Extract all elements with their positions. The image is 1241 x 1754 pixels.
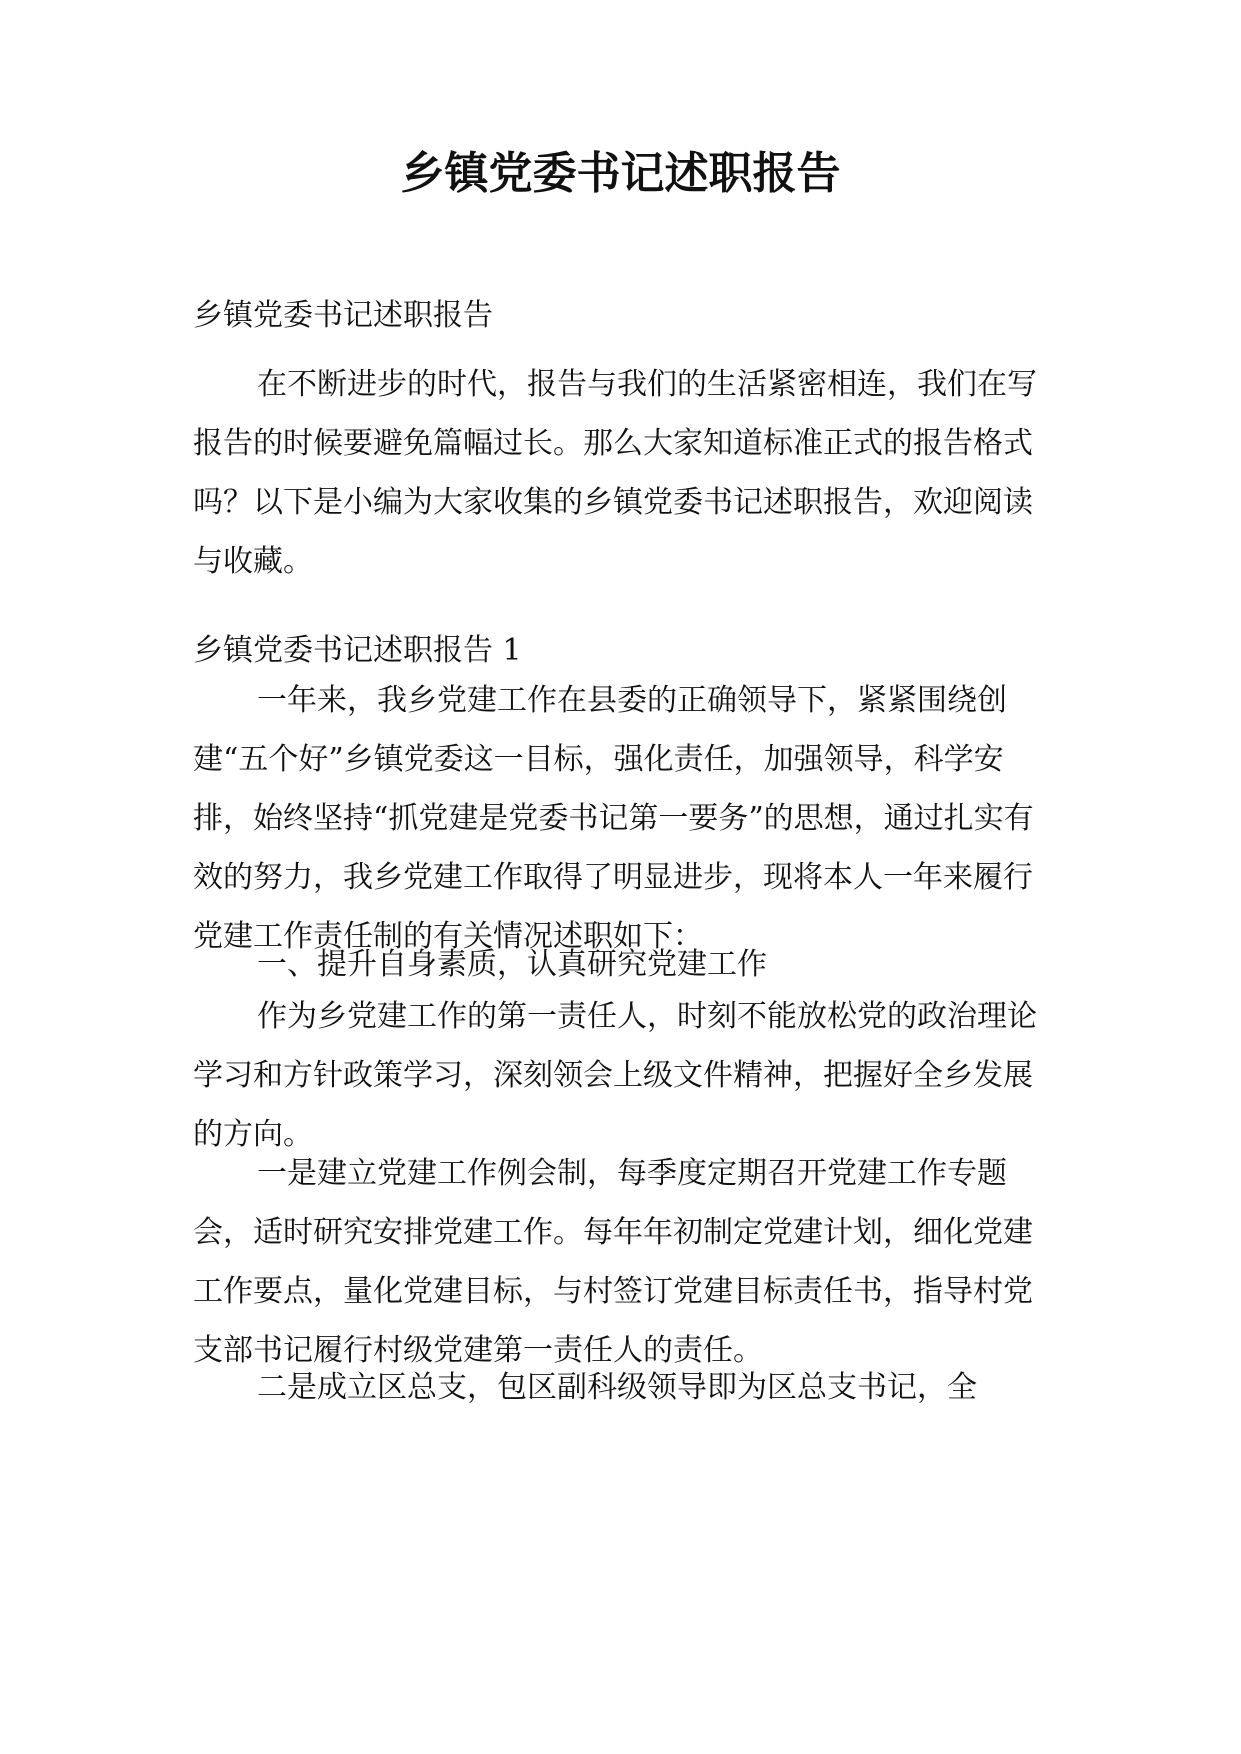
body-paragraph-2: 一、提升自身素质，认真研究党建工作: [257, 947, 767, 982]
body-paragraph-1: 一年来，我乡党建工作在县委的正确领导下，紧紧围绕创建“五个好”乡镇党委这一目标，强化责任，加强领导，科学安排，始终坚持“抓党建是党委书记第一要务”的思想，通过扎实有效的努力，我乡党建工作取得了明显进步，现将本人一年来履行党建工作责任制的有关情况述职如下：: [193, 683, 1034, 954]
section-heading: 乡镇党委书记述职报告 1: [193, 633, 522, 668]
body-paragraph-4: 一是建立党建工作例会制，每季度定期召开党建工作专题会，适时研究安排党建工作。每年年初制定党建计划，细化党建工作要点，量化党建目标，与村签订党建目标责任书，指导村党支部书记履行村级党建第一责任人的责任。: [193, 1156, 1033, 1368]
body-paragraph-3: 作为乡党建工作的第一责任人，时刻不能放松党的政治理论学习和方针政策学习，深刻领会上级文件精神，把握好全乡发展的方向。: [193, 999, 1037, 1152]
document-subtitle: 乡镇党委书记述职报告: [193, 298, 493, 333]
intro-paragraph: 在不断进步的时代，报告与我们的生活紧密相连，我们在写报告的时候要避免篇幅过长。那么大家知道标准正式的报告格式吗？以下是小编为大家收集的乡镇党委书记述职报告，欢迎阅读与收藏。: [193, 367, 1037, 579]
body-paragraph-5: 二是成立区总支，包区副科级领导即为区总支书记，全: [257, 1370, 977, 1405]
document-title: 乡镇党委书记述职报告: [400, 148, 841, 199]
